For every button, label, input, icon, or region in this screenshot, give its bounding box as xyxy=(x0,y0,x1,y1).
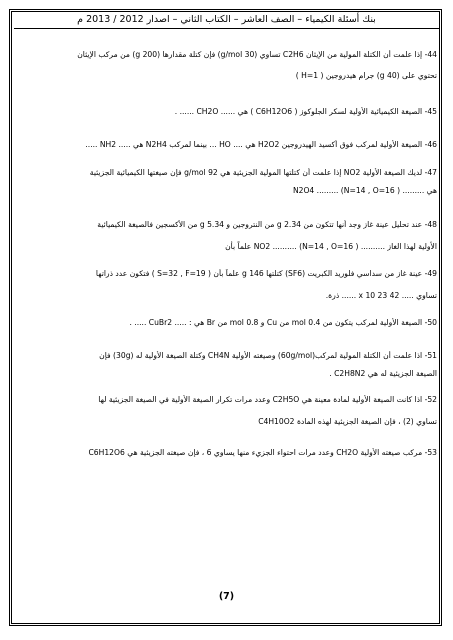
question-45-line1: 45- الصيغة الكيميائية الأولية لسكر الجلوكوز ( C6H12O6 ) هي ...... CH2O ...... . xyxy=(174,107,437,116)
question-45 xyxy=(18,107,437,118)
page-number: (7) xyxy=(218,591,235,602)
question-49 xyxy=(18,269,437,301)
question-51-line2: الصيغة الجزيئية له هي C2H8N2 . xyxy=(329,368,437,378)
question-44-line1: 44- إذا علمت أن الكتلة المولية من الإيثان C2H6 تساوي (30 g/mol) فإن كتلة مقدارها (200 g) من مركب الإيثان xyxy=(77,50,437,59)
question-44 xyxy=(18,50,437,81)
question-48-line2: الأولية لهذا الغاز .......... NO2 .......... (N=14 , O=16 ) علماً بأن xyxy=(225,241,437,251)
question-49-line1: 49- عينة غاز من سداسي فلوريد الكبريت (SF6) كتلتها 146 g علماً بأن ( S=32 , F=19 ) فتكون عدد ذراتها xyxy=(95,269,437,278)
question-52-line2: تساوي (2) ، فإن الصيغة الجزيئية لهذه المادة C4H10O2 xyxy=(258,416,437,426)
question-51-line1: 51- اذا علمت أن الكتلة المولية لمركب(60g/mol) وصيغته الأولية CH4N وكتلة الصيغة الأولية له (30g) فإن xyxy=(99,351,437,360)
question-50-line1: 50- الصيغة الأولية لمركب يتكون من 0.4 mol من Cu و 0.8 mol من Br هي : ..... CuBr2 ..... . xyxy=(129,318,437,327)
question-48 xyxy=(18,220,437,252)
question-46 xyxy=(18,140,437,151)
question-49-line2: تساوي ..... 42 x 10 23 ...... ذرة. xyxy=(325,290,437,300)
question-53 xyxy=(18,448,437,459)
question-51 xyxy=(18,351,437,379)
question-48-line1: 48- عند تحليل عينة غاز وجد أنها تتكون من 2.34 g من النتروجين و 5.34 g من الأكسجين فالصيغة الكيميائية xyxy=(97,220,437,229)
question-52 xyxy=(18,395,437,427)
question-53-line1: 53- مركب صيغته الأولية CH2O وعدد مرات احتواء الجزيء منها يساوي 6 ، فإن صيغته الجزيئية هي C6H12O6 xyxy=(88,448,437,457)
question-52-line1: 52- اذا كانت الصيغة الأولية لمادة معينة هي C2H5O وعدد مرات تكرار الصيغة الأولية في الصيغة الجزيئية لها xyxy=(98,395,437,404)
question-47-line2: هي ......... N2O4 ......... (N=14 , O=16 ) xyxy=(292,185,437,195)
question-44-line2: تحتوي على (40 g) جرام هيدروجين ( H=1 ) xyxy=(295,70,437,80)
question-47 xyxy=(18,168,437,196)
page-header: بنك أسئلة الكيمياء – الصف العاشر – الكتاب الثاني – اصدار 2012 / 2013 م xyxy=(14,14,439,29)
question-46-line1: 46- الصيغة الأولية لمركب فوق أكسيد الهيدروجين H2O2 هي .... HO ... بينما لمركب N2H4 هي ..... NH2 ..... xyxy=(85,140,437,149)
question-47-line1: 47- لديك الصيغة الأولية NO2 إذا علمت أن كتلتها المولية الجزيئية هي 92 g/mol فإن صيغتها الكيميائية الجزيئية xyxy=(89,168,437,177)
question-50 xyxy=(18,318,437,329)
